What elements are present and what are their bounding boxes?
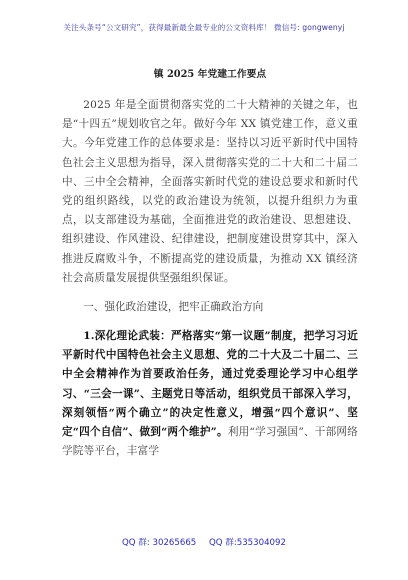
document-body [62, 66, 358, 461]
header-note: 关注头条号“公文研究”，获得最新最全最专业的公文资料库！ 微信号: gongwenyj [63, 23, 345, 32]
footer-qq-group-1: QQ 群: 30265665 [122, 538, 197, 548]
subsection-paragraph [62, 327, 358, 461]
intro-paragraph: 2025 年是全面贯彻落实党的二十大精神的关键之年，也是“十四五”规划收官之年。做好今年 XX 镇党建工作，意义重大。今年党建工作的总体要求是：坚持以习近平新时代中国特色社会主义思想为指导，深入贯彻落实党的二十大和二十届二中、三中全会精神，全面落实新时代党的建设总要求和新时代党的组织路线，以党的政治建设为统领，以提升组织力为重点，以支部建设为基础，全面推进党的政治建设、思想建设、组织建设、作风建设、纪律建设，把制度建设贯穿其中，深入推进反腐败斗争，不断提高党的建设质量，为推动 XX 镇经济社会高质量发展提供坚强组织保证。 [62, 99, 358, 284]
section-heading: 一、强化政治建设，把牢正确政治方向 [83, 301, 264, 314]
subsection-normal-text: 利用“学习强国”、干部网络学院等平台，丰富学 [62, 426, 358, 458]
paragraph-gap [62, 288, 358, 296]
footer-qq-group-2: QQ 群:535304092 [209, 538, 286, 548]
document-title: 镇 2025 年党建工作要点 [153, 69, 267, 80]
footer-qq-groups [0, 536, 408, 548]
subsection-bold-text: 1.深化理论武装：严格落实“第一议题”制度，把学习习近平新时代中国特色社会主义思想、党的二十大及二十届二、三中全会精神作为首要政治任务，通过党委理论学习中心组学习、“三会一课”、主题党日等活动，组织党员干部深入学习，深刻领悟“两个确立”的决定性意义，增强“四个意识”、坚定“四个自信”、做到“两个维护”。 [62, 330, 358, 439]
